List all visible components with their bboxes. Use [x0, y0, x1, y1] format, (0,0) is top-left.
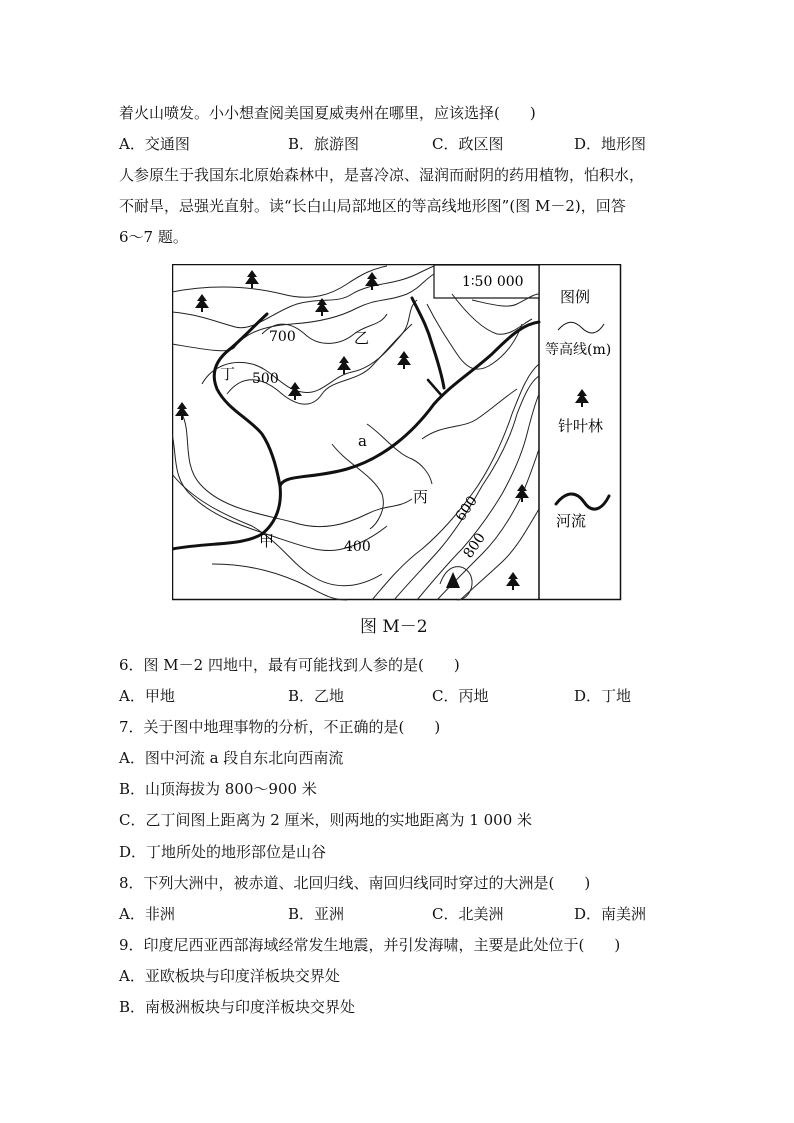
figure-caption: 图 M－2: [360, 617, 428, 637]
option-d[interactable]: D．地形图: [574, 135, 647, 153]
q8-options: [119, 904, 739, 924]
peak-icon: [446, 572, 460, 588]
conifer-tree-icon: [175, 402, 189, 420]
legend-river-icon: [556, 494, 609, 509]
conifer-tree-icon: [515, 484, 529, 502]
conifer-tree-icon: [195, 294, 209, 312]
legend-river-label: 河流: [556, 512, 587, 530]
q7-option-d[interactable]: D．丁地所处的地形部位是山谷: [119, 843, 327, 861]
conifer-tree-icon: [506, 572, 520, 590]
contour-label-800: 800: [460, 530, 489, 562]
river-tick: [428, 380, 442, 396]
q8-stem: 8．下列大洲中，被赤道、北回归线、南回归线同时穿过的大洲是( ): [119, 874, 591, 892]
q6-options: [119, 686, 739, 706]
q6-option-c[interactable]: C．丙地: [432, 687, 489, 705]
q6-option-a[interactable]: A．甲地: [119, 687, 175, 705]
contour-label-500: 500: [252, 371, 279, 387]
legend-contour-label: 等高线(m): [545, 342, 612, 358]
map-frame: [173, 265, 621, 600]
scale-label: 1∶50 000: [462, 274, 524, 290]
conifer-tree-icon: [245, 270, 259, 288]
q9-option-b[interactable]: B．南极洲板块与印度洋板块交界处: [119, 998, 356, 1016]
place-label-ding: 丁: [220, 365, 236, 383]
conifer-tree-icon: [288, 382, 302, 400]
q6-option-b[interactable]: B．乙地: [288, 687, 345, 705]
contour-label-400: 400: [344, 539, 371, 555]
place-label-bing: 丙: [413, 488, 429, 506]
q7-stem: 7．关于图中地理事物的分析，不正确的是( ): [119, 718, 441, 736]
q7-option-b[interactable]: B．山顶海拔为 800～900 米: [119, 780, 317, 798]
legend-contour-icon: [558, 322, 604, 333]
q8-option-d[interactable]: D．南美洲: [574, 905, 647, 923]
contour-label-700: 700: [269, 329, 296, 345]
q8-option-a[interactable]: A．非洲: [119, 905, 175, 923]
conifer-tree-icon: [397, 351, 411, 369]
q6-stem: 6．图 M－2 四地中，最有可能找到人参的是( ): [119, 656, 460, 674]
option-b[interactable]: B．旅游图: [288, 135, 360, 153]
q8-option-b[interactable]: B．亚洲: [288, 905, 345, 923]
option-c[interactable]: C．政区图: [432, 135, 504, 153]
legend: [545, 288, 611, 530]
intro-line: 着火山喷发。小小想查阅美国夏威夷州在哪里，应该选择( ): [119, 104, 536, 122]
north-tributary: [412, 298, 444, 388]
passage-line-3: 6～7 题。: [119, 228, 188, 246]
contour-map: [172, 264, 622, 602]
q9-option-a[interactable]: A．亚欧板块与印度洋板块交界处: [119, 967, 340, 985]
passage-line-2: 不耐旱，忌强光直射。读“长白山局部地区的等高线地形图”(图 M－2)，回答: [119, 197, 626, 215]
q7-option-c[interactable]: C．乙丁间图上距离为 2 厘米，则两地的实地距离为 1 000 米: [119, 811, 533, 829]
place-label-a: a: [358, 432, 367, 450]
passage-line-1: 人参原生于我国东北原始森林中，是喜冷凉、湿润而耐阴的药用植物，怕积水，: [119, 166, 645, 184]
option-a[interactable]: A．交通图: [119, 135, 190, 153]
q8-option-c[interactable]: C．北美洲: [432, 905, 504, 923]
place-label-jia: 甲: [259, 532, 275, 550]
place-label-yi: 乙: [354, 329, 370, 347]
q7-option-a[interactable]: A．图中河流 a 段自东北向西南流: [119, 749, 344, 767]
q6-option-d[interactable]: D．丁地: [574, 687, 632, 705]
contour-label-600: 600: [452, 493, 481, 525]
conifer-tree-icon: [337, 356, 351, 374]
q9-stem: 9．印度尼西亚西部海域经常发生地震，并引发海啸，主要是此处位于( ): [119, 936, 621, 954]
legend-forest-label: 针叶林: [558, 417, 604, 435]
legend-title: 图例: [560, 288, 591, 306]
legend-conifer-icon: [575, 389, 589, 407]
q5-options: [119, 134, 739, 154]
